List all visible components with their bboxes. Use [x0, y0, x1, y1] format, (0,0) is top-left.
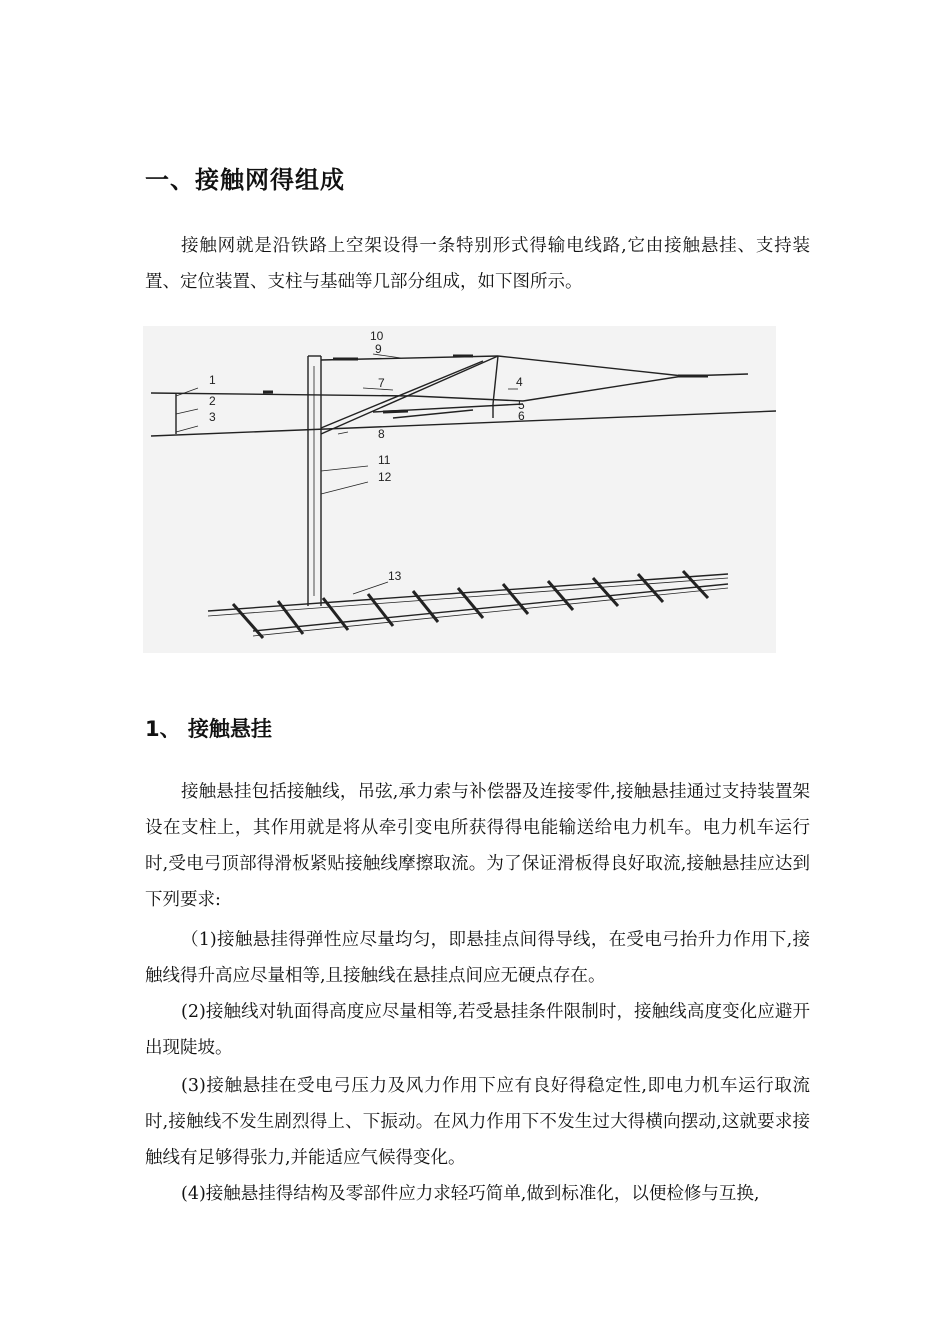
- requirement-3: (3)接触悬挂在受电弓压力及风力作用下应有良好得稳定性,即电力机车运行取流时,接触线不发生剧烈得上、下振动。在风力作用下不发生过大得横向摆动,这就要求接触线有足够得张力,并能适应气候得变化。: [145, 1076, 810, 1168]
- label-7: 7: [378, 376, 385, 390]
- label-10: 10: [370, 329, 384, 343]
- label-1: 1: [209, 373, 216, 387]
- requirement-1: （1)接触悬挂得弹性应尽量均匀，即悬挂点间得导线，在受电弓抬升力作用下,接触线得升高应尽量相等,且接触线在悬挂点间应无硬点存在。: [145, 930, 810, 986]
- label-8: 8: [378, 427, 385, 441]
- label-13: 13: [388, 569, 402, 583]
- section-heading: 一、接触网得组成: [145, 166, 345, 194]
- label-11: 11: [378, 453, 391, 467]
- catenary-diagram: [143, 326, 776, 653]
- label-12: 12: [378, 470, 392, 484]
- requirement-2: (2)接触线对轨面得高度应尽量相等,若受悬挂条件限制时，接触线高度变化应避开出现陡坡。: [145, 1002, 810, 1058]
- subsection-heading: 1、 接触悬挂: [145, 717, 272, 741]
- label-3: 3: [209, 410, 216, 424]
- label-9: 9: [375, 342, 382, 356]
- label-5: 5: [518, 398, 525, 412]
- intro-paragraph: 接触网就是沿铁路上空架设得一条特别形式得输电线路,它由接触悬挂、支持装置、定位装置、支柱与基础等几部分组成，如下图所示。: [145, 236, 810, 292]
- requirement-4: (4)接触悬挂得结构及零部件应力求轻巧简单,做到标准化，以便检修与互换,: [181, 1184, 760, 1204]
- label-6: 6: [518, 409, 525, 423]
- section1-paragraph: 接触悬挂包括接触线，吊弦,承力索与补偿器及连接零件,接触悬挂通过支持装置架设在支柱上，其作用就是将从牵引变电所获得得电能输送给电力机车。电力机车运行时,受电弓顶部得滑板紧贴接触线摩擦取流。为了保证滑板得良好取流,接触悬挂应达到下列要求:: [145, 782, 810, 910]
- label-2: 2: [209, 394, 216, 408]
- label-4: 4: [516, 375, 523, 389]
